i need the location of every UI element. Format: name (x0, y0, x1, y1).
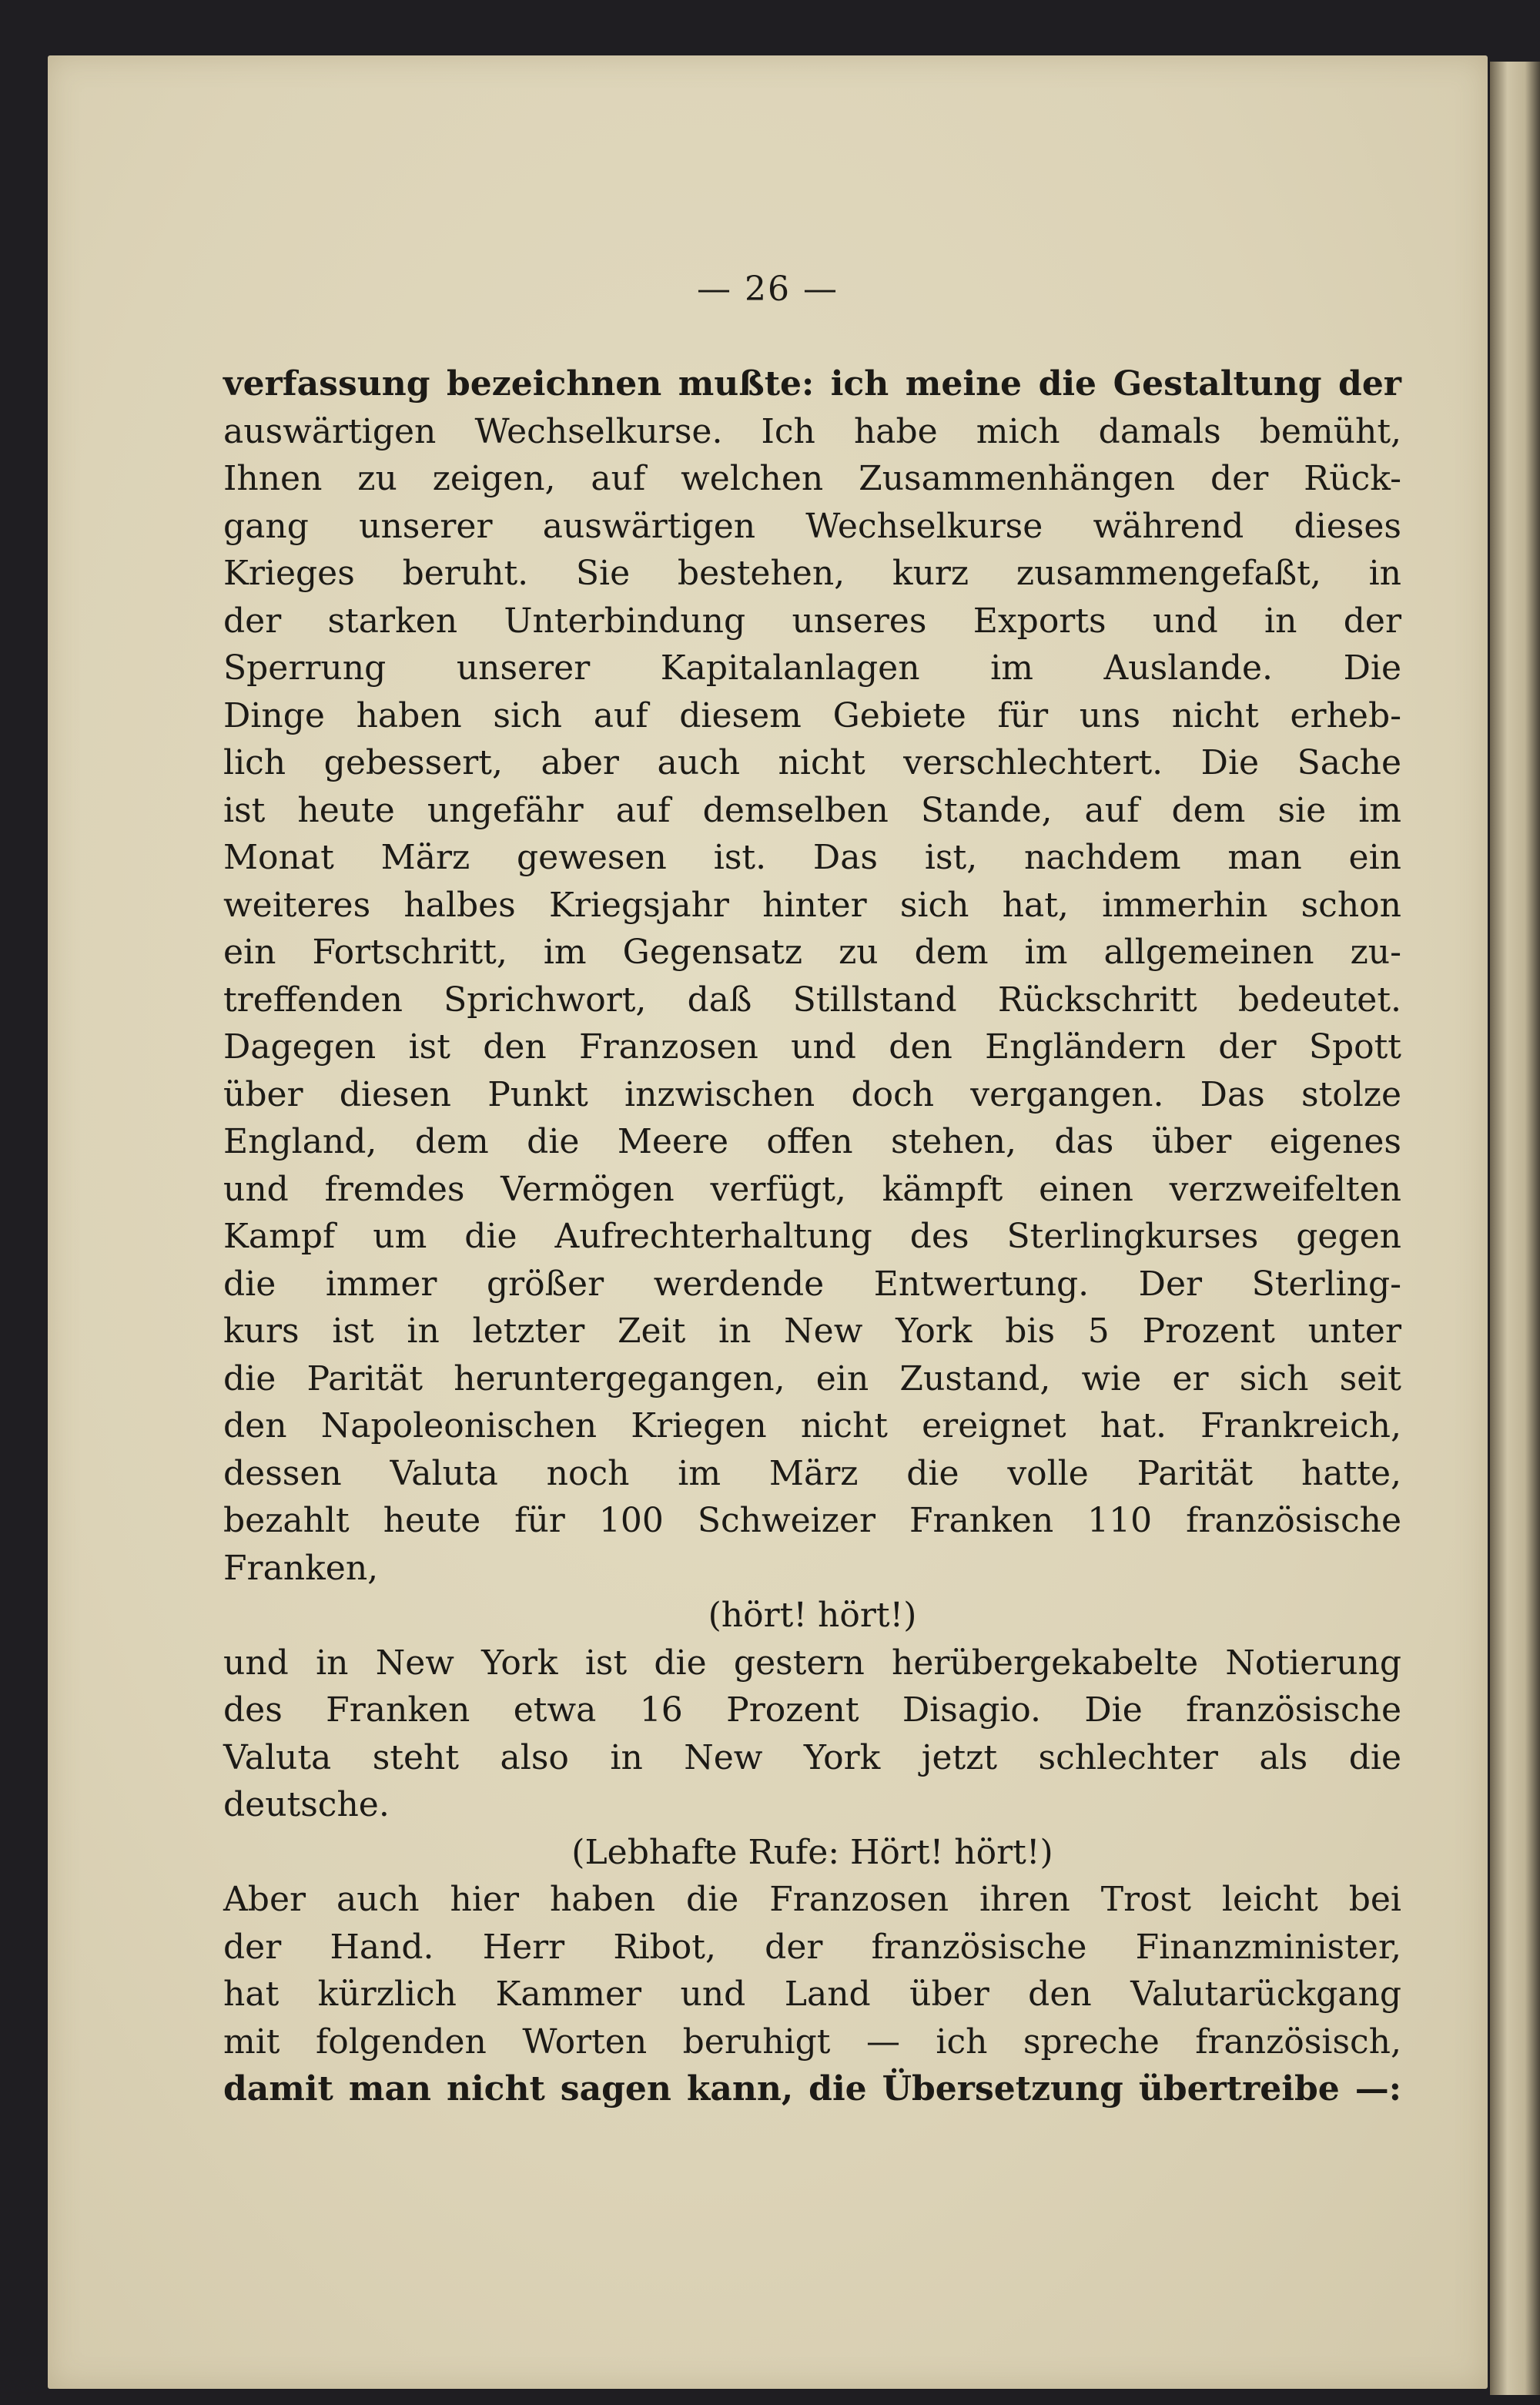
text-line: mit folgenden Worten beruhigt — ich spreche französisch, (223, 2021, 1401, 2062)
page-sheet (48, 55, 1488, 2389)
body-text (223, 360, 1401, 2113)
text-line: und in New York ist die gestern herübergekabelte Notierung (223, 1643, 1401, 1683)
text-line: Dinge haben sich auf diesem Gebiete für uns nicht erheb- (223, 695, 1401, 735)
text-line: Krieges beruht. Sie bestehen, kurz zusammengefaßt, in (223, 554, 1401, 593)
text-line: und fremdes Vermögen verfügt, kämpft einen verzweifelten (223, 1169, 1401, 1209)
text-line: lich gebessert, aber auch nicht verschlechtert. Die Sache (223, 743, 1401, 782)
text-line: Kampf um die Aufrechterhaltung des Sterlingkurses gegen (223, 1217, 1401, 1256)
text-line: ein Fortschritt, im Gegensatz zu dem im allgemeinen zu- (223, 933, 1401, 972)
text-line: hat kürzlich Kammer und Land über den Valutarückgang (223, 1975, 1401, 2014)
text-line: Franken, (223, 1548, 379, 1588)
text-line: auswärtigen Wechselkurse. Ich habe mich damals bemüht, (223, 411, 1401, 451)
text-line: deutsche. (223, 1785, 390, 1824)
text-line: über diesen Punkt inzwischen doch vergangen. Das stolze (223, 1074, 1401, 1114)
text-line: der Hand. Herr Ribot, der französische Finanzminister, (223, 1927, 1401, 1967)
text-line: Sperrung unserer Kapitalanlagen im Auslande. Die (223, 648, 1401, 688)
text-line: kurs ist in letzter Zeit in New York bis 5 Prozent unter (223, 1311, 1401, 1351)
text-line: den Napoleonischen Kriegen nicht ereignet hat. Frankreich, (223, 1406, 1401, 1445)
text-line: Dagegen ist den Franzosen und den Engländern der Spott (223, 1027, 1401, 1067)
text-line: die Parität heruntergegangen, ein Zustand, wie er sich seit (223, 1358, 1401, 1398)
book-spine-edge (1490, 62, 1540, 2395)
text-line: dessen Valuta noch im März die volle Parität hatte, (223, 1453, 1401, 1493)
text-line: der starken Unterbindung unseres Exports und in der (223, 601, 1401, 641)
text-line: Ihnen zu zeigen, auf welchen Zusammenhängen der Rück- (223, 459, 1401, 498)
text-line: damit man nicht sagen kann, die Übersetzung übertreibe —: (223, 2069, 1401, 2109)
interjection: (Lebhafte Rufe: Hört! hört!) (571, 1832, 1053, 1872)
text-line: gang unserer auswärtigen Wechselkurse während dieses (223, 506, 1401, 546)
interjection: (hört! hört!) (708, 1596, 917, 1635)
text-line: die immer größer werdende Entwertung. Der Sterling- (223, 1264, 1401, 1304)
text-line: England, dem die Meere offen stehen, das über eigenes (223, 1122, 1401, 1161)
text-line: des Franken etwa 16 Prozent Disagio. Die französische (223, 1690, 1401, 1730)
text-line: verfassung bezeichnen mußte: ich meine die Gestaltung der (223, 364, 1401, 404)
text-line: ist heute ungefähr auf demselben Stande, auf dem sie im (223, 790, 1401, 830)
text-line: Valuta steht also in New York jetzt schlechter als die (223, 1737, 1401, 1777)
text-line: weiteres halbes Kriegsjahr hinter sich hat, immerhin schon (223, 885, 1401, 925)
text-line: treffenden Sprichwort, daß Stillstand Rückschritt bedeutet. (223, 980, 1401, 1020)
text-line: Aber auch hier haben die Franzosen ihren Trost leicht bei (223, 1880, 1401, 1919)
text-line: bezahlt heute für 100 Schweizer Franken 110 französische (223, 1501, 1401, 1540)
text-line: Monat März gewesen ist. Das ist, nachdem man ein (223, 838, 1401, 877)
page-number: — 26 — (697, 270, 839, 309)
